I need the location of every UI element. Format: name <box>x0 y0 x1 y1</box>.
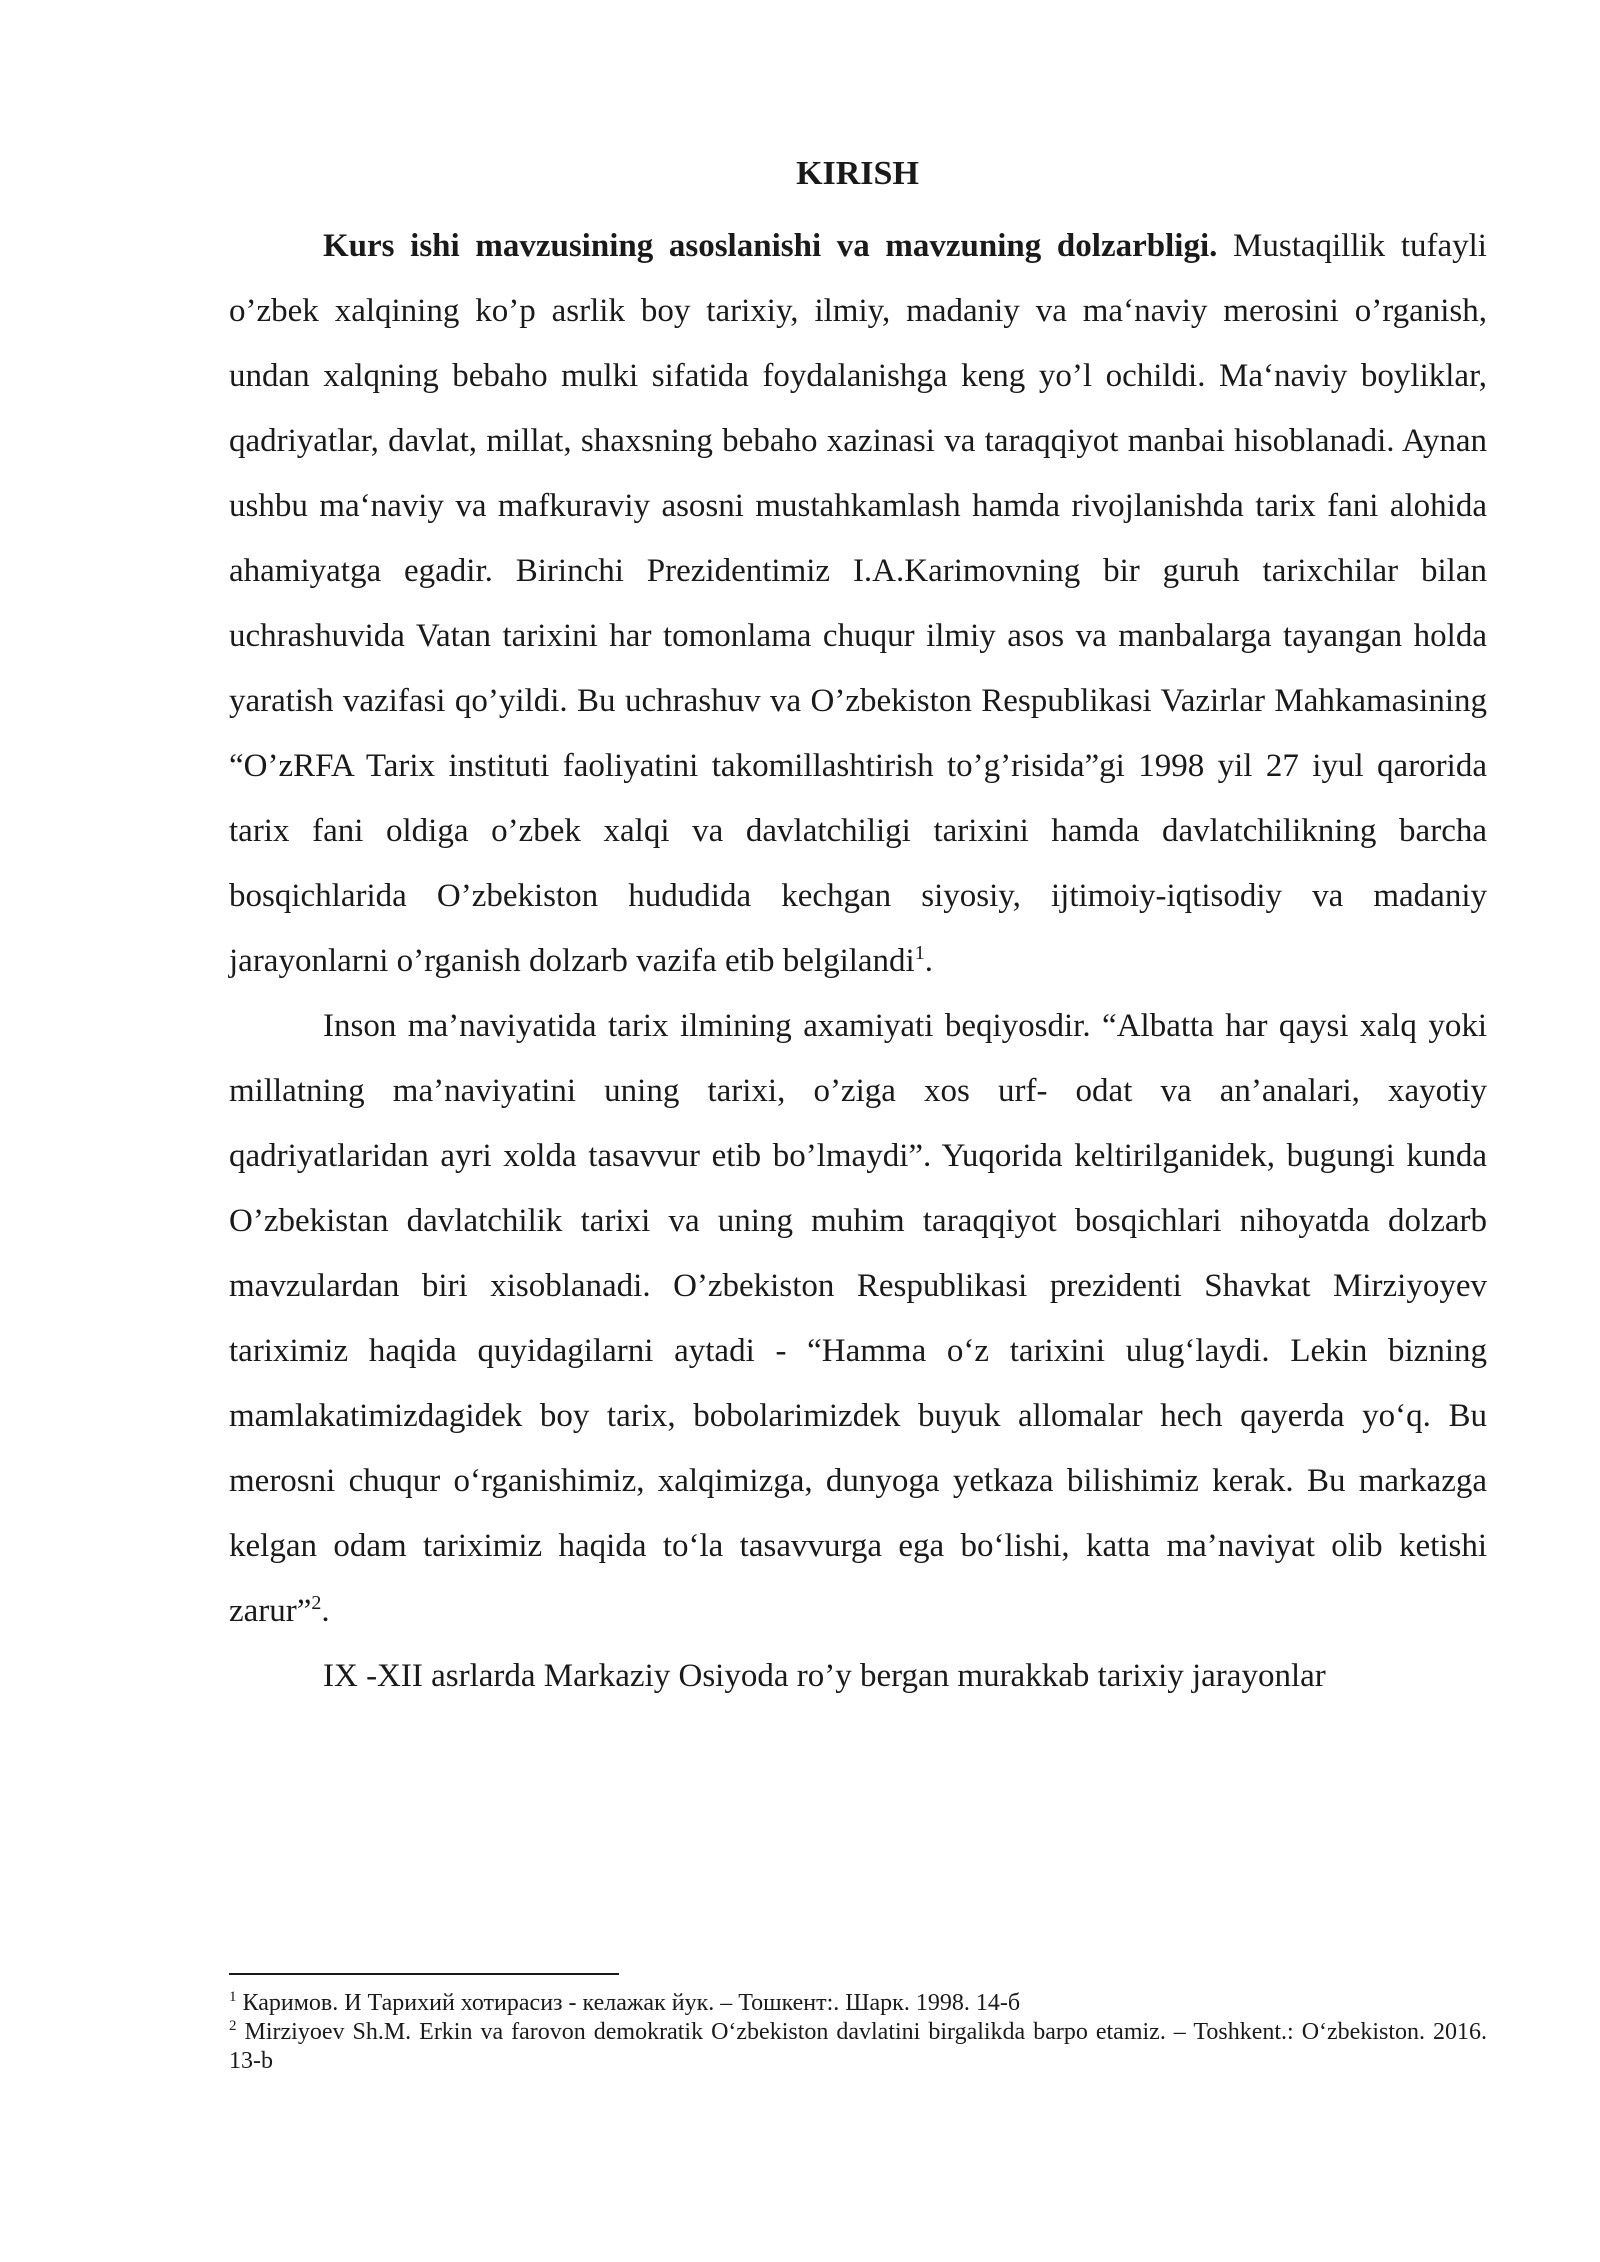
paragraph-1-text: Mustaqillik tufayli o’zbek xalqining ko’p asrlik boy tarixiy, ilmiy, madaniy va ma‘naviy merosini o’rganish, undan xalqning bebaho mulki sifatida foydalanishga keng yo’l ochildi. Ma‘naviy boyliklar, qadriyatlar, davlat, millat, shaxsning bebaho xazinasi va taraqqiyot manbai hisoblanadi. Aynan ushbu ma‘naviy va mafkuraviy asosni mustahkamlash hamda rivojlanishda tarix fani alohida ahamiyatga egadir. Birinchi Prezidentimiz I.A.Karimovning bir guruh tarixchilar bilan uchrashuvida Vatan tarixini har tomonlama chuqur ilmiy asos va manbalarga tayangan holda yaratish vazifasi qo’yildi. Bu uchrashuv va O’zbekiston Respublikasi Vazirlar Mahkamasining “O’zRFA Tarix instituti faoliyatini takomillashtirish to’g’risida”gi 1998 yil 27 iyul qarorida tarix fani oldiga o’zbek xalqi va davlatchiligi tarixini hamda davlatchilikning barcha bosqichlarida O’zbekiston hududida kechgan siyosiy, ijtimoiy-iqtisodiy va madaniy jarayonlarni o’rganish dolzarb vazifa etib belgilandi <box>229 228 1487 979</box>
footnote-1-text: Каримов. И Тарихий хотирасиз - келажак йук. – Тошкент:. Шарк. 1998. 14-б <box>236 1990 1021 2016</box>
paragraph-1-bold-lead: Kurs ishi mavzusining asoslanishi va mavzuning dolzarbligi. <box>323 228 1218 264</box>
footnote-1-number: 1 <box>229 1989 237 2005</box>
paragraph-1 <box>229 214 1487 994</box>
footnote-ref-1[interactable]: 1 <box>914 942 925 964</box>
paragraph-2-text: Inson ma’naviyatida tarix ilmining axamiyati beqiyosdir. “Albatta har qaysi xalq yoki millatning ma’naviyatini uning tarixi, o’ziga xos urf- odat va an’analari, xayotiy qadriyatlaridan ayri xolda tasavvur etib bo’lmaydi”. Yuqorida keltirilganidek, bugungi kunda O’zbekistan davlatchilik tarixi va uning muhim taraqqiyot bosqichlari nihoyatda dolzarb mavzulardan biri xisoblanadi. O’zbekiston Respublikasi prezidenti Shavkat Mirziyoyev tariximiz haqida quyidagilarni aytadi - “Hamma o‘z tarixini ulug‘laydi. Lekin bizning mamlakatimizdagidek boy tarix, bobolarimizdek buyuk allomalar hech qayerda yo‘q. Bu merosni chuqur o‘rganishimiz, xalqimizga, dunyoga yetkaza bilishimiz kerak. Bu markazga kelgan odam tariximiz haqida to‘la tasavvurga ega bo‘lishi, katta ma’naviyat olib ketishi zarur” <box>229 1008 1487 1629</box>
paragraph-3 <box>229 1644 1487 1709</box>
footnote-2-number: 2 <box>229 2018 237 2034</box>
paragraph-2 <box>229 994 1487 1644</box>
body-text <box>229 214 1487 1709</box>
paragraph-1-end: . <box>924 943 933 979</box>
footnote-1 <box>229 1989 1487 2018</box>
footnotes <box>229 1989 1487 2076</box>
footnote-separator <box>229 1973 619 1975</box>
paragraph-2-end: . <box>321 1593 330 1629</box>
footnote-ref-2[interactable]: 2 <box>311 1592 322 1614</box>
paragraph-3-text: IX -XII asrlarda Markaziy Osiyoda ro’y bergan murakkab tarixiy jarayonlar <box>323 1658 1326 1694</box>
footnote-2 <box>229 2018 1487 2076</box>
footnote-2-text: Mirziyoev Sh.M. Erkin va farovon demokratik O‘zbekiston davlatini birgalikda barpo etamiz. – Toshkent.: O‘zbekiston. 2016. 13-b <box>229 2019 1487 2074</box>
page-title: KIRISH <box>796 155 919 192</box>
